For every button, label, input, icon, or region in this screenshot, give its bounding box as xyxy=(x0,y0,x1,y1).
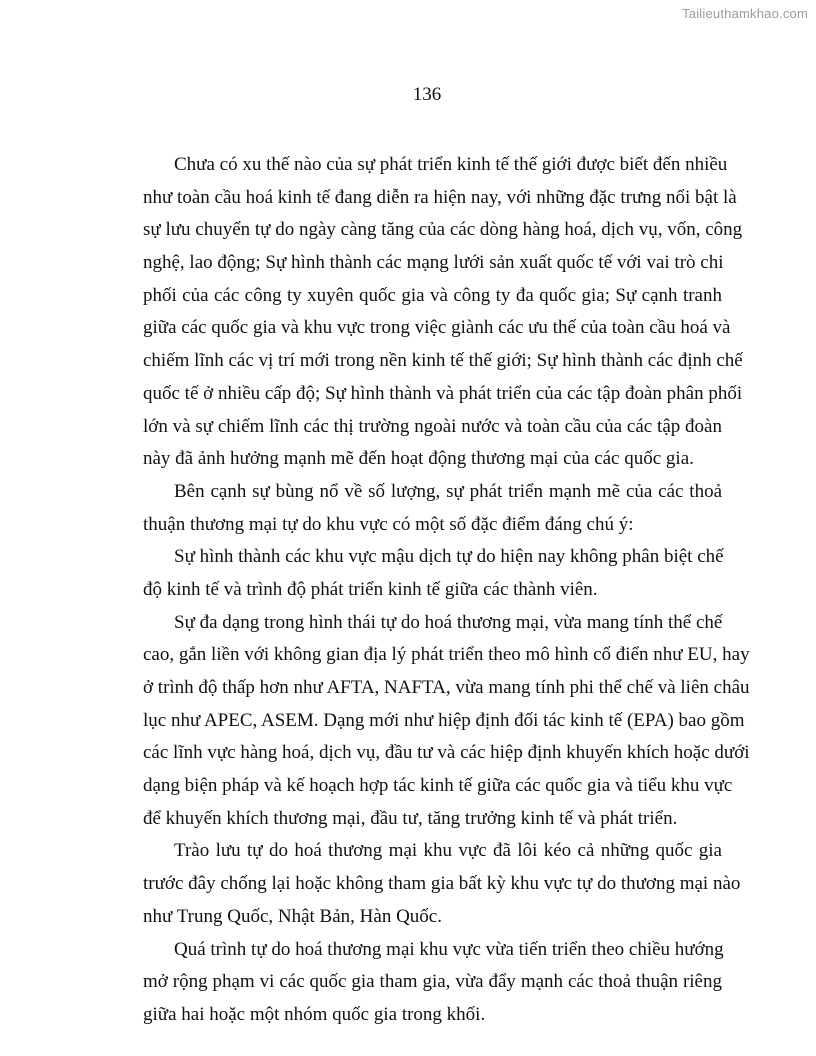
paragraph xyxy=(143,607,750,836)
text-line: sự lưu chuyển tự do ngày càng tăng của các dòng hàng hoá, dịch vụ, vốn, công xyxy=(143,219,743,241)
text-line: ở trình độ thấp hơn như AFTA, NAFTA, vừa mang tính phi thể chế và liên châu xyxy=(143,677,750,698)
text-line: dạng biện pháp và kế hoạch hợp tác kinh tế giữa các quốc gia và tiểu khu vực xyxy=(143,775,733,797)
page-number: 136 xyxy=(412,84,442,105)
text-line: trước đây chống lại hoặc không tham gia bất kỳ khu vực tự do thương mại nào xyxy=(143,873,741,895)
paragraph xyxy=(143,149,743,476)
text-line: lục như APEC, ASEM. Dạng mới như hiệp định đối tác kinh tế (EPA) bao gồm xyxy=(143,709,745,731)
text-line: Chưa có xu thế nào của sự phát triển kinh tế thế giới được biết đến nhiều xyxy=(174,154,728,175)
text-line: cao, gắn liền với không gian địa lý phát triển theo mô hình cổ điển như EU, hay xyxy=(143,644,750,666)
text-line: Trào lưu tự do hoá thương mại khu vực đã lôi kéo cả những quốc gia xyxy=(174,840,722,862)
text-line: Quá trình tự do hoá thương mại khu vực vừa tiến triển theo chiều hướng xyxy=(174,938,724,960)
text-line: mở rộng phạm vi các quốc gia tham gia, vừa đẩy mạnh các thoả thuận riêng xyxy=(143,971,722,993)
watermark: Tailieuthamkhao.com xyxy=(682,6,808,21)
text-line: giữa các quốc gia và khu vực trong việc giành các ưu thế của toàn cầu hoá và xyxy=(143,317,731,339)
text-line: lớn và sự chiếm lĩnh các thị trường ngoài nước và toàn cầu của các tập đoàn xyxy=(143,415,722,437)
paragraph xyxy=(143,835,741,933)
text-line: Bên cạnh sự bùng nổ về số lượng, sự phát triển mạnh mẽ của các thoả xyxy=(174,480,722,502)
text-line: như toàn cầu hoá kinh tế đang diễn ra hiện nay, với những đặc trưng nổi bật là xyxy=(143,186,737,208)
paragraph xyxy=(143,541,722,606)
text-line: Sự đa dạng trong hình thái tự do hoá thương mại, vừa mang tính thể chế xyxy=(174,611,723,633)
text-line: các lĩnh vực hàng hoá, dịch vụ, đầu tư và các hiệp định khuyến khích hoặc dưới xyxy=(143,742,750,764)
text-line: thuận thương mại tự do khu vực có một số đặc điểm đáng chú ý: xyxy=(143,513,634,535)
text-line: độ kinh tế và trình độ phát triển kinh tế giữa các thành viên. xyxy=(143,578,598,600)
paragraph xyxy=(143,934,722,1032)
document-body xyxy=(143,149,750,1032)
paragraph xyxy=(143,476,722,541)
text-line: để khuyến khích thương mại, đầu tư, tăng trưởng kinh tế và phát triển. xyxy=(143,807,678,829)
text-line: như Trung Quốc, Nhật Bản, Hàn Quốc. xyxy=(143,905,442,927)
text-line: này đã ảnh hưởng mạnh mẽ đến hoạt động thương mại của các quốc gia. xyxy=(143,448,694,470)
text-line: giữa hai hoặc một nhóm quốc gia trong khối. xyxy=(143,1003,486,1025)
text-line: quốc tế ở nhiều cấp độ; Sự hình thành và phát triển của các tập đoàn phân phối xyxy=(143,382,743,404)
text-line: chiếm lĩnh các vị trí mới trong nền kinh tế thế giới; Sự hình thành các định chế xyxy=(143,350,743,372)
text-line: phối của các công ty xuyên quốc gia và công ty đa quốc gia; Sự cạnh tranh xyxy=(143,284,722,306)
text-line: Sự hình thành các khu vực mậu dịch tự do hiện nay không phân biệt chế xyxy=(174,546,724,568)
text-line: nghệ, lao động; Sự hình thành các mạng lưới sản xuất quốc tế với vai trò chi xyxy=(143,252,724,274)
